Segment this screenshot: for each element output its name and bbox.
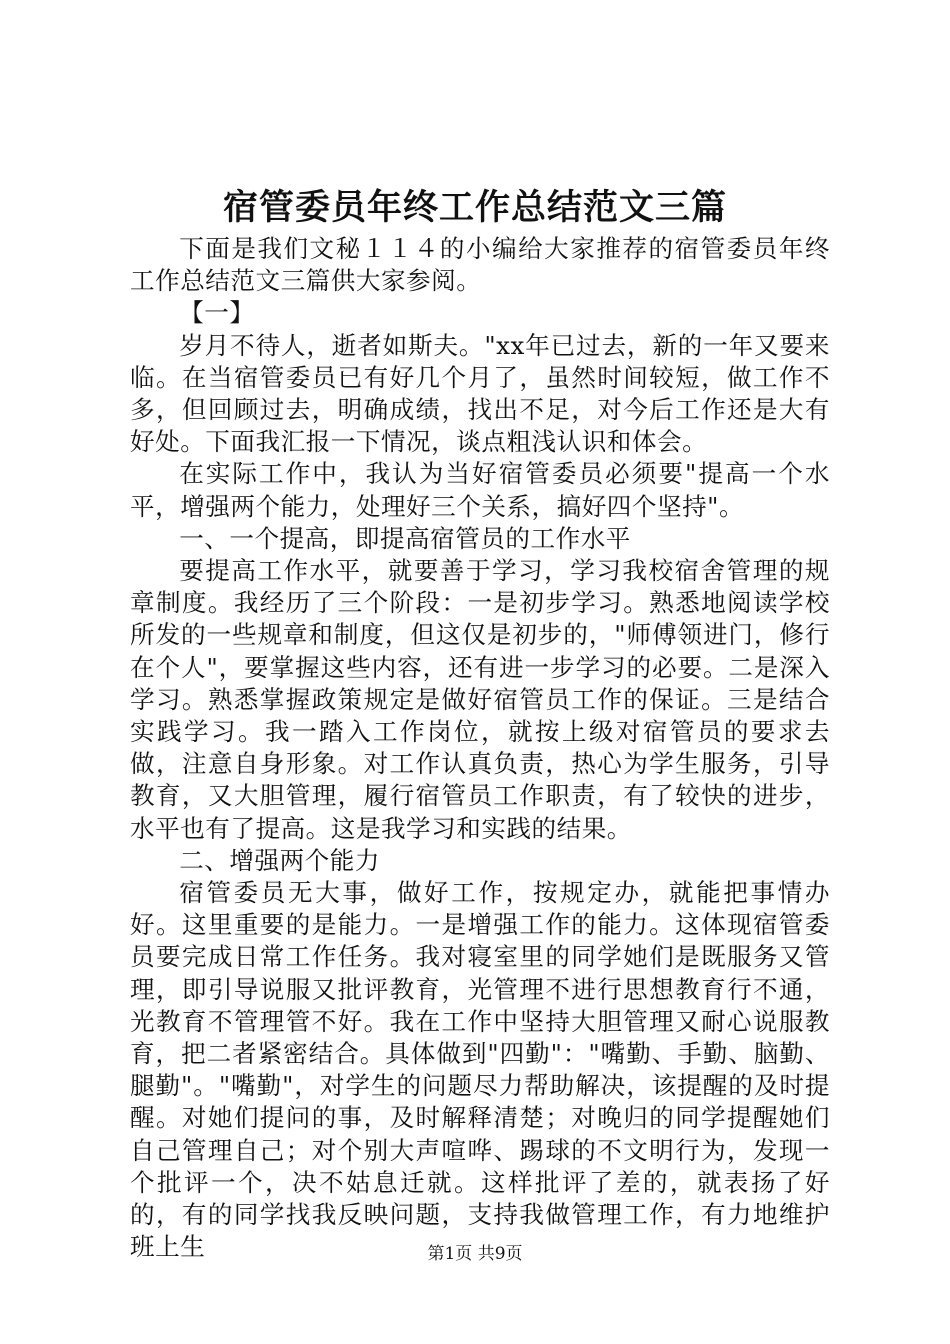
section-heading: 二、增强两个能力 [179,845,380,875]
section-heading: 一、一个提高，即提高宿管员的工作水平 [179,523,631,553]
body-paragraph: 要提高工作水平，就要善于学习，学习我校宿舍管理的规章制度。我经历了三个阶段：一是初步学习。熟悉地阅读学校所发的一些规章和制度，但这仅是初步的，"师傅领进门，修行在个人"，要掌握这些内容，还有进一步学习的必要。二是深入学习。熟悉掌握政策规定是做好宿管员工作的保证。三是结合实践学习。我一踏入工作岗位，就按上级对宿管员的要求去做，注意自身形象。对工作认真负责，热心为学生服务，引导教育，又大胆管理，履行宿管员工作职责，有了较快的进步，水平也有了提高。这是我学习和实践的结果。 [130,556,830,843]
body-paragraph: 宿管委员无大事，做好工作，按规定办，就能把事情办好。这里重要的是能力。一是增强工作的能力。这体现宿管委员要完成日常工作任务。我对寝室里的同学她们是既服务又管理，即引导说服又批评教育，光管理不进行思想教育行不通，光教育不管理管不好。我在工作中坚持大胆管理又耐心说服教育，把二者紧密结合。具体做到"四勤"："嘴勤、手勤、脑勤、腿勤"。"嘴勤"，对学生的问题尽力帮助解决，该提醒的及时提醒。对她们提问的事，及时解释清楚；对晚归的同学提醒她们自己管理自己；对个别大声喧哗、踢球的不文明行为，发现一个批评一个，决不姑息迁就。这样批评了差的，就表扬了好的，有的同学找我反映问题，支持我做管理工作，有力地维护班上生 [130,878,830,1262]
body-paragraph: 在实际工作中，我认为当好宿管委员必须要"提高一个水平，增强两个能力，处理好三个关系，搞好四个坚持"。 [130,459,830,521]
intro-paragraph: 下面是我们文秘１１４的小编给大家推荐的宿管委员年终工作总结范文三篇供大家参阅。 [130,234,830,296]
document-title: 宿管委员年终工作总结范文三篇 [222,187,727,228]
section-marker: 【一】 [179,298,255,328]
body-paragraph: 岁月不待人，逝者如斯夫。"xx年已过去，新的一年又要来临。在当宿管委员已有好几个月了，虽然时间较短，做工作不多，但回顾过去，明确成绩，找出不足，对今后工作还是大有好处。下面我汇报一下情况，谈点粗浅认识和体会。 [130,330,830,457]
page-number-footer: 第1页 共9页 [427,1244,523,1264]
document-body [130,233,830,1264]
